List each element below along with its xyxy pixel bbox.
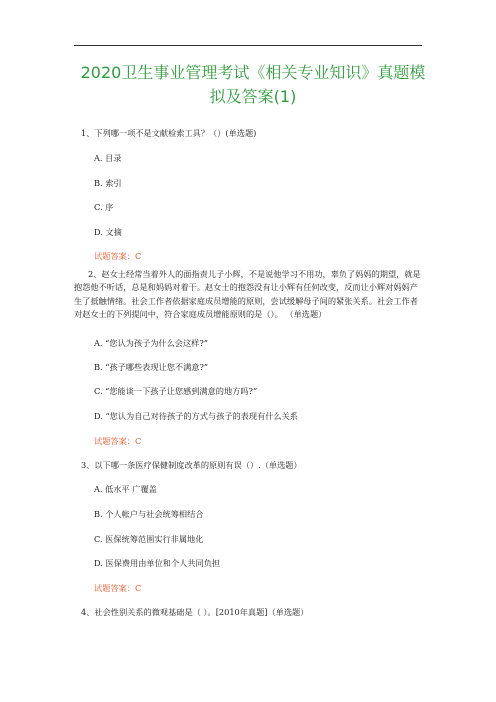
question-3-option-b: B. 个人帐户与社会统筹相结合 — [94, 509, 204, 519]
header-rule — [74, 45, 422, 46]
question-2-option-a: A. “您认为孩子为什么会这样?” — [94, 338, 208, 348]
question-1-answer: 试题答案：C — [94, 251, 142, 261]
question-4-stem: 4、社会性别关系的微观基础是（ ）。[2010年真题]（单选题） — [81, 607, 309, 617]
document-title: 2020卫生事业管理考试《相关专业知识》真题模拟及答案(1) — [80, 63, 426, 106]
question-3-option-d: D. 医保费用由单位和个人共同负担 — [94, 558, 221, 568]
question-2-option-c: C. “您能谈一下孩子让您感到满意的地方吗?” — [94, 386, 258, 396]
question-3-option-c: C. 医保统筹范围实行非属地化 — [94, 534, 204, 544]
question-1-option-c: C. 序 — [94, 202, 114, 212]
question-2-stem: 2、赵女士经常当着外人的面指责儿子小辉，不是说他学习不用功，辜负了妈妈的期望，就是抱怨他不听话，总是和妈妈对着干。赵女士的抱怨没有让小辉有任何改变，反而让小辉对妈妈产生了抵触情绪。社会工作者依据家庭成员增能的原则，尝试缓解母子间的紧张关系。社会工作者对赵女士的下列提问中，符合家庭成员增能原则的是（）。 （单选题） — [74, 269, 421, 319]
question-2-option-d: D. “您认为自己对待孩子的方式与孩子的表现有什么关系 — [94, 411, 298, 421]
question-1-option-a: A. 目录 — [94, 153, 122, 163]
question-1-option-b: B. 索引 — [94, 178, 122, 188]
question-3-answer: 试题答案：C — [94, 583, 142, 593]
question-1-option-d: D. 文摘 — [94, 227, 122, 237]
question-3-option-a: A. 低水平 广覆盖 — [94, 484, 157, 494]
question-3-stem: 3、以下哪一条医疗保健制度改革的原则有误（）.（单选题） — [81, 460, 302, 470]
question-2-option-b: B. “孩子哪些表现让您不满意?” — [94, 362, 209, 372]
question-1-stem: 1、下列哪一项不是文献检索工具？（）(单选题) — [81, 128, 257, 138]
question-2-answer: 试题答案：C — [94, 436, 142, 446]
